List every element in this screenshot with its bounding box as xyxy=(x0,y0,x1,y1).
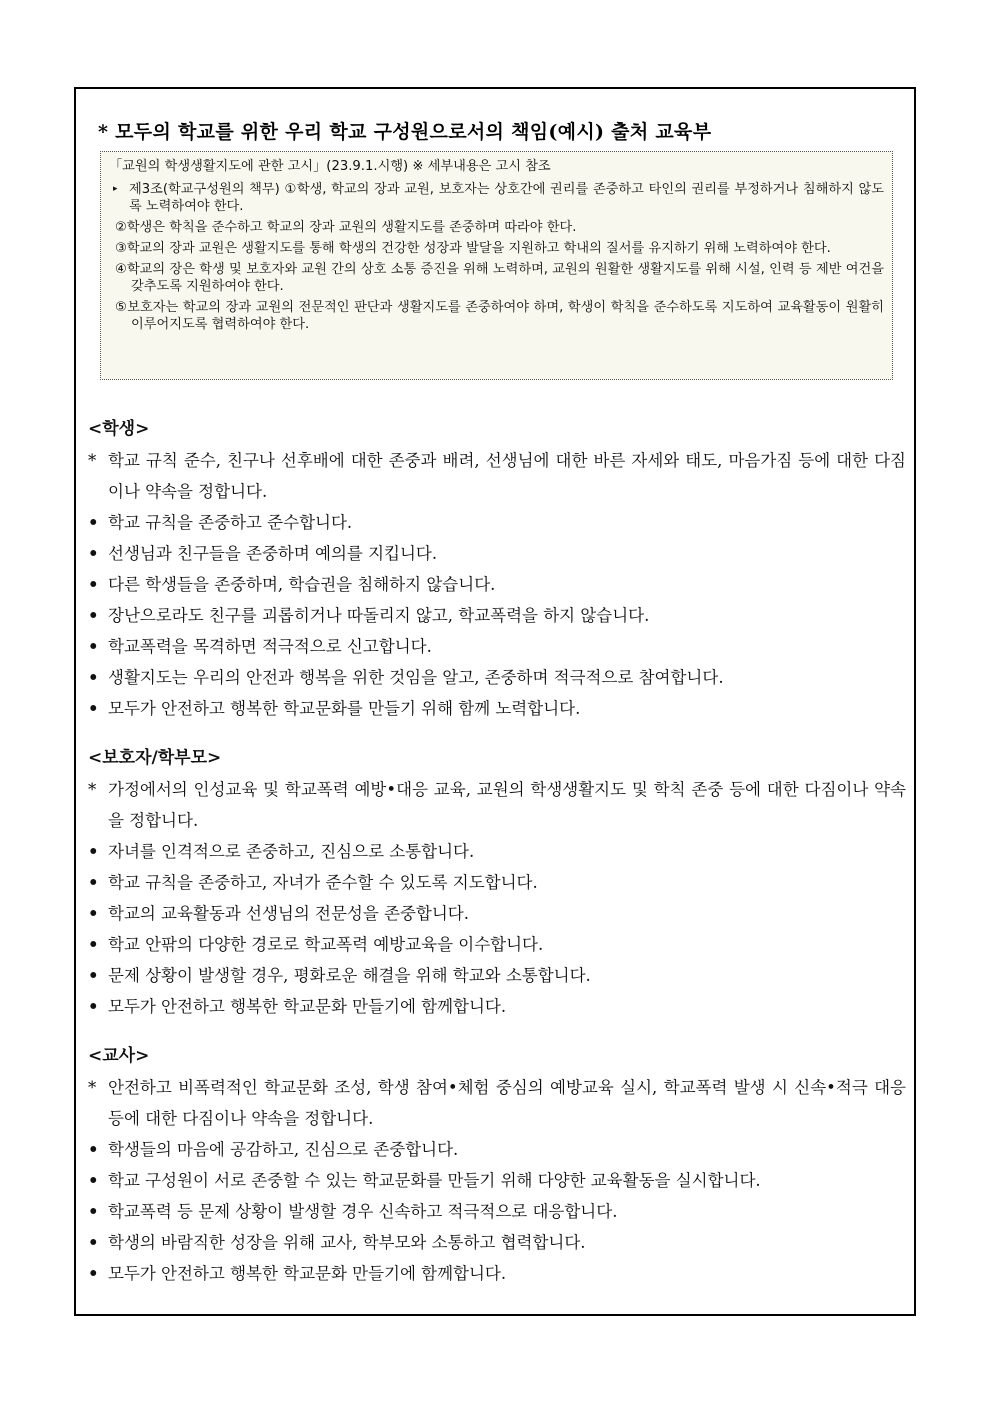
list-item-text: 학교 규칙을 존중하고, 자녀가 준수할 수 있도록 지도합니다. xyxy=(108,873,538,892)
list-item xyxy=(88,836,906,867)
list-item-text: 모두가 안전하고 행복한 학교문화 만들기에 함께합니다. xyxy=(108,1264,507,1283)
list-item xyxy=(88,693,906,724)
list-item xyxy=(88,929,906,960)
section-list xyxy=(88,836,906,1022)
notice-item-5: ⑤보호자는 학교의 장과 교원의 전문적인 판단과 생활지도를 존중하여야 하며, 학생이 학칙을 준수하도록 지도하여 교육활동이 원활히 이루어지도록 협력하여야 한다. xyxy=(115,300,884,332)
notice-item-2: ②학생은 학칙을 준수하고 학교의 장과 교원의 생활지도를 존중하며 따라야 한다. xyxy=(115,220,577,235)
section-intro-text: 학교 규칙 준수, 친구나 선후배에 대한 존중과 배려, 선생님에 대한 바른 자세와 태도, 마음가짐 등에 대한 다짐이나 약속을 정합니다. xyxy=(108,451,906,501)
notice-heading: 「교원의 학생생활지도에 관한 고시」(23.9.1.시행) ※ 세부내용은 고시 참조 xyxy=(109,159,551,174)
triangle-bullet-icon: ▸ xyxy=(113,184,118,194)
list-item-text: 학교 규칙을 존중하고 준수합니다. xyxy=(108,513,353,532)
bullet-icon: • xyxy=(88,668,99,687)
section-list xyxy=(88,1134,906,1289)
section-teachers xyxy=(88,1041,906,1289)
notice-item-4: ④학교의 장은 학생 및 보호자와 교원 간의 상호 소통 증진을 위해 노력하며, 교원의 원활한 생활지도를 위해 시설, 인력 등 제반 여건을 갖추도록 지원하여야 한다. xyxy=(115,262,884,294)
list-item xyxy=(88,1165,906,1196)
bullet-icon: • xyxy=(88,606,99,625)
section-title: <보호자/학부모> xyxy=(88,748,222,768)
bullet-icon: • xyxy=(88,513,99,532)
list-item xyxy=(88,507,906,538)
bullet-icon: • xyxy=(88,1140,99,1159)
bullet-icon: • xyxy=(88,1171,99,1190)
list-item xyxy=(88,1227,906,1258)
notice-item-3: ③학교의 장과 교원은 생활지도를 통해 학생의 건강한 성장과 발달을 지원하고 학내의 질서를 유지하기 위해 노력하여야 한다. xyxy=(115,241,831,256)
bullet-icon: • xyxy=(88,966,99,985)
section-parents xyxy=(88,743,906,1022)
section-intro xyxy=(88,445,906,507)
list-item-text: 모두가 안전하고 행복한 학교문화 만들기에 함께합니다. xyxy=(108,997,507,1016)
section-list xyxy=(88,507,906,724)
bullet-icon: • xyxy=(88,842,99,861)
bullet-icon: • xyxy=(88,873,99,892)
bullet-icon: • xyxy=(88,637,99,656)
bullet-icon: • xyxy=(88,997,99,1016)
list-item-text: 학교의 교육활동과 선생님의 전문성을 존중합니다. xyxy=(108,904,469,923)
bullet-icon: • xyxy=(88,699,99,718)
bullet-icon: • xyxy=(88,1202,99,1221)
bullet-icon: • xyxy=(88,904,99,923)
list-item-text: 모두가 안전하고 행복한 학교문화를 만들기 위해 함께 노력합니다. xyxy=(108,699,581,718)
asterisk-marker: * xyxy=(88,780,97,799)
list-item xyxy=(88,569,906,600)
list-item xyxy=(88,867,906,898)
section-intro-text: 가정에서의 인성교육 및 학교폭력 예방•대응 교육, 교원의 학생생활지도 및 학칙 존중 등에 대한 다짐이나 약속을 정합니다. xyxy=(108,780,906,830)
list-item xyxy=(88,600,906,631)
list-item xyxy=(88,991,906,1022)
page-title: * 모두의 학교를 위한 우리 학교 구성원으로서의 책임(예시) 출처 교육부 xyxy=(98,121,712,143)
list-item-text: 학교폭력 등 문제 상황이 발생할 경우 신속하고 적극적으로 대응합니다. xyxy=(108,1202,618,1221)
section-title: <학생> xyxy=(88,419,150,439)
bullet-icon: • xyxy=(88,544,99,563)
bullet-icon: • xyxy=(88,935,99,954)
list-item-text: 학생의 바람직한 성장을 위해 교사, 학부모와 소통하고 협력합니다. xyxy=(108,1233,586,1252)
asterisk-marker: * xyxy=(88,451,97,470)
bullet-icon: • xyxy=(88,1233,99,1252)
list-item-text: 학교 구성원이 서로 존중할 수 있는 학교문화를 만들기 위해 다양한 교육활동을 실시합니다. xyxy=(108,1171,761,1190)
list-item xyxy=(88,538,906,569)
list-item xyxy=(88,898,906,929)
section-intro-text: 안전하고 비폭력적인 학교문화 조성, 학생 참여•체험 중심의 예방교육 실시, 학교폭력 발생 시 신속•적극 대응 등에 대한 다짐이나 약속을 정합니다. xyxy=(108,1078,906,1128)
list-item-text: 자녀를 인격적으로 존중하고, 진심으로 소통합니다. xyxy=(108,842,475,861)
bullet-icon: • xyxy=(88,1264,99,1283)
asterisk-marker: * xyxy=(88,1078,97,1097)
list-item-text: 다른 학생들을 존중하며, 학습권을 침해하지 않습니다. xyxy=(108,575,496,594)
section-students xyxy=(88,414,906,724)
notice-article-text: 제3조(학교구성원의 책무) ①학생, 학교의 장과 교원, 보호자는 상호간에 권리를 존중하고 타인의 권리를 부정하거나 침해하지 않도록 노력하여야 한다. xyxy=(129,182,884,214)
list-item xyxy=(88,960,906,991)
list-item-text: 생활지도는 우리의 안전과 행복을 위한 것임을 알고, 존중하며 적극적으로 참여합니다. xyxy=(108,668,724,687)
list-item-text: 선생님과 친구들을 존중하며 예의를 지킵니다. xyxy=(108,544,438,563)
list-item-text: 학생들의 마음에 공감하고, 진심으로 존중합니다. xyxy=(108,1140,459,1159)
list-item-text: 문제 상황이 발생할 경우, 평화로운 해결을 위해 학교와 소통합니다. xyxy=(108,966,591,985)
document-frame xyxy=(74,87,916,1316)
list-item-text: 학교 안팎의 다양한 경로로 학교폭력 예방교육을 이수합니다. xyxy=(108,935,544,954)
regulation-notice-box xyxy=(100,151,893,380)
list-item xyxy=(88,1134,906,1165)
section-intro xyxy=(88,1072,906,1134)
list-item xyxy=(88,1258,906,1289)
list-item xyxy=(88,631,906,662)
section-title: <교사> xyxy=(88,1046,150,1066)
section-intro xyxy=(88,774,906,836)
list-item xyxy=(88,1196,906,1227)
list-item-text: 학교폭력을 목격하면 적극적으로 신고합니다. xyxy=(108,637,432,656)
list-item xyxy=(88,662,906,693)
bullet-icon: • xyxy=(88,575,99,594)
list-item-text: 장난으로라도 친구를 괴롭히거나 따돌리지 않고, 학교폭력을 하지 않습니다. xyxy=(108,606,650,625)
notice-article-3 xyxy=(109,181,884,215)
